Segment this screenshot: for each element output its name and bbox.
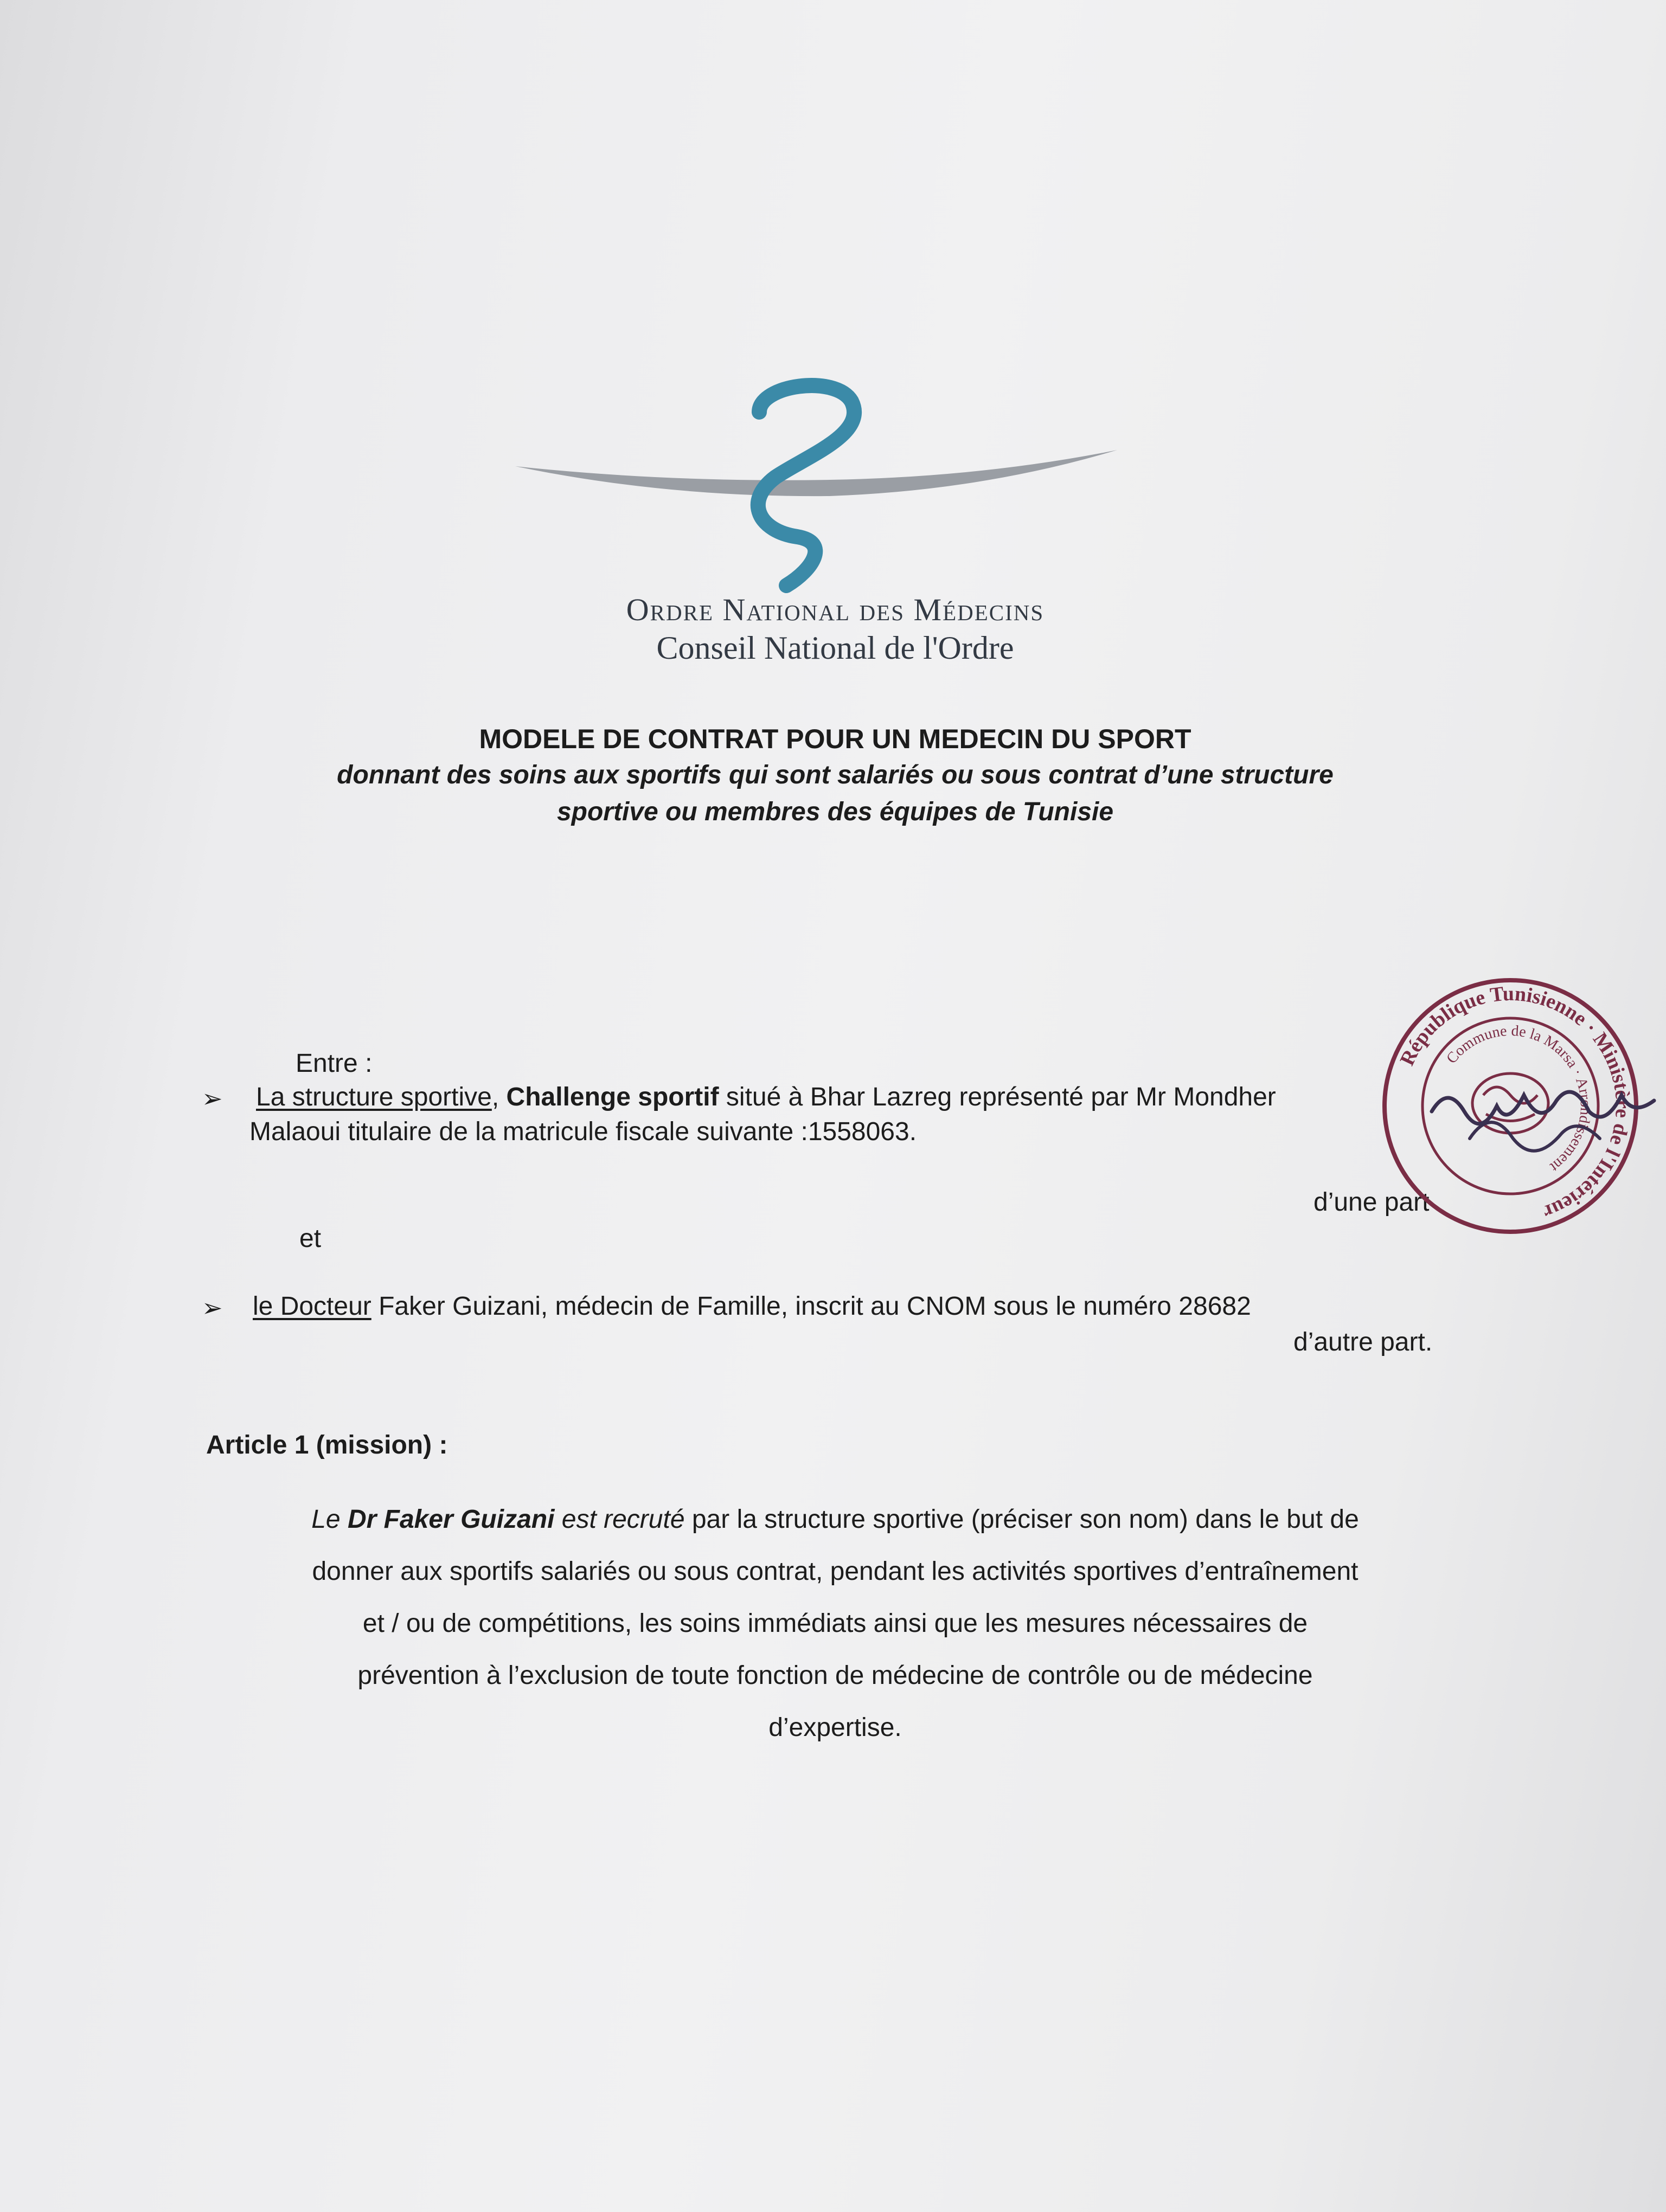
article1-line2: donner aux sportifs salariés ou sous contrat, pendant les activités sportives d’entraînement (312, 1557, 1359, 1586)
party1-label: La structure sportive (256, 1083, 492, 1111)
subtitle-line2: sportive ou membres des équipes de Tunisie (556, 798, 1114, 826)
party2-line1 (253, 1290, 1251, 1323)
document-subtitle (217, 757, 1453, 831)
party2-side: d’autre part. (1293, 1328, 1433, 1356)
organization-name (548, 591, 1123, 667)
bullet-arrow-icon: ➢ (202, 1084, 223, 1113)
party1-name: Challenge sportif (506, 1083, 719, 1111)
ordre-medecins-logo-icon (504, 374, 1128, 602)
party1-details: situé à Bhar Lazreg représenté par Mr Mondher (719, 1083, 1276, 1111)
party1-comma: , (491, 1083, 499, 1111)
et-label: et (299, 1224, 322, 1253)
subtitle-line1: donnant des soins aux sportifs qui sont salariés ou sous contrat d’une structure (337, 761, 1334, 789)
party1-side: d’une part (1313, 1188, 1430, 1217)
article1-line3: et / ou de compétitions, les soins immédiats ainsi que les mesures nécessaires de (362, 1609, 1308, 1638)
stamp-outer-text: République Tunisienne · Ministère de l'Intérieur (1395, 982, 1635, 1224)
document-title: MODELE DE CONTRAT POUR UN MEDECIN DU SPORT (479, 724, 1191, 754)
party2-label: le Docteur (253, 1292, 371, 1321)
party1-line2: Malaoui titulaire de la matricule fiscale suivante :1558063. (249, 1117, 917, 1146)
org-name-line1: Ordre National des Médecins (626, 592, 1045, 627)
article1-line1 (206, 1494, 1464, 1546)
stamp-inner-text: Commune de la Marsa · Arrondissement (1443, 1022, 1594, 1176)
entre-label: Entre : (296, 1049, 373, 1078)
article1-body (206, 1494, 1464, 1754)
article1-line1-rest: par la structure sportive (préciser son nom) dans le but de (684, 1505, 1359, 1534)
article1-doctor: Dr Faker Guizani (347, 1505, 555, 1534)
org-name-line2: Conseil National de l'Ordre (656, 630, 1014, 666)
article1-line4: prévention à l’exclusion de toute fonction de médecine de contrôle ou de médecine (357, 1661, 1313, 1690)
party1-line1 (256, 1081, 1276, 1114)
handwritten-signature (1421, 1063, 1666, 1171)
article1-heading: Article 1 (mission) : (206, 1431, 448, 1459)
article1-line5: d’expertise. (768, 1713, 902, 1742)
party2-details: Faker Guizani, médecin de Famille, inscrit au CNOM sous le numéro 28682 (371, 1292, 1251, 1321)
article1-le: Le (311, 1505, 348, 1534)
bullet-arrow-icon: ➢ (202, 1294, 223, 1322)
article1-recrute: est recruté (554, 1505, 685, 1534)
